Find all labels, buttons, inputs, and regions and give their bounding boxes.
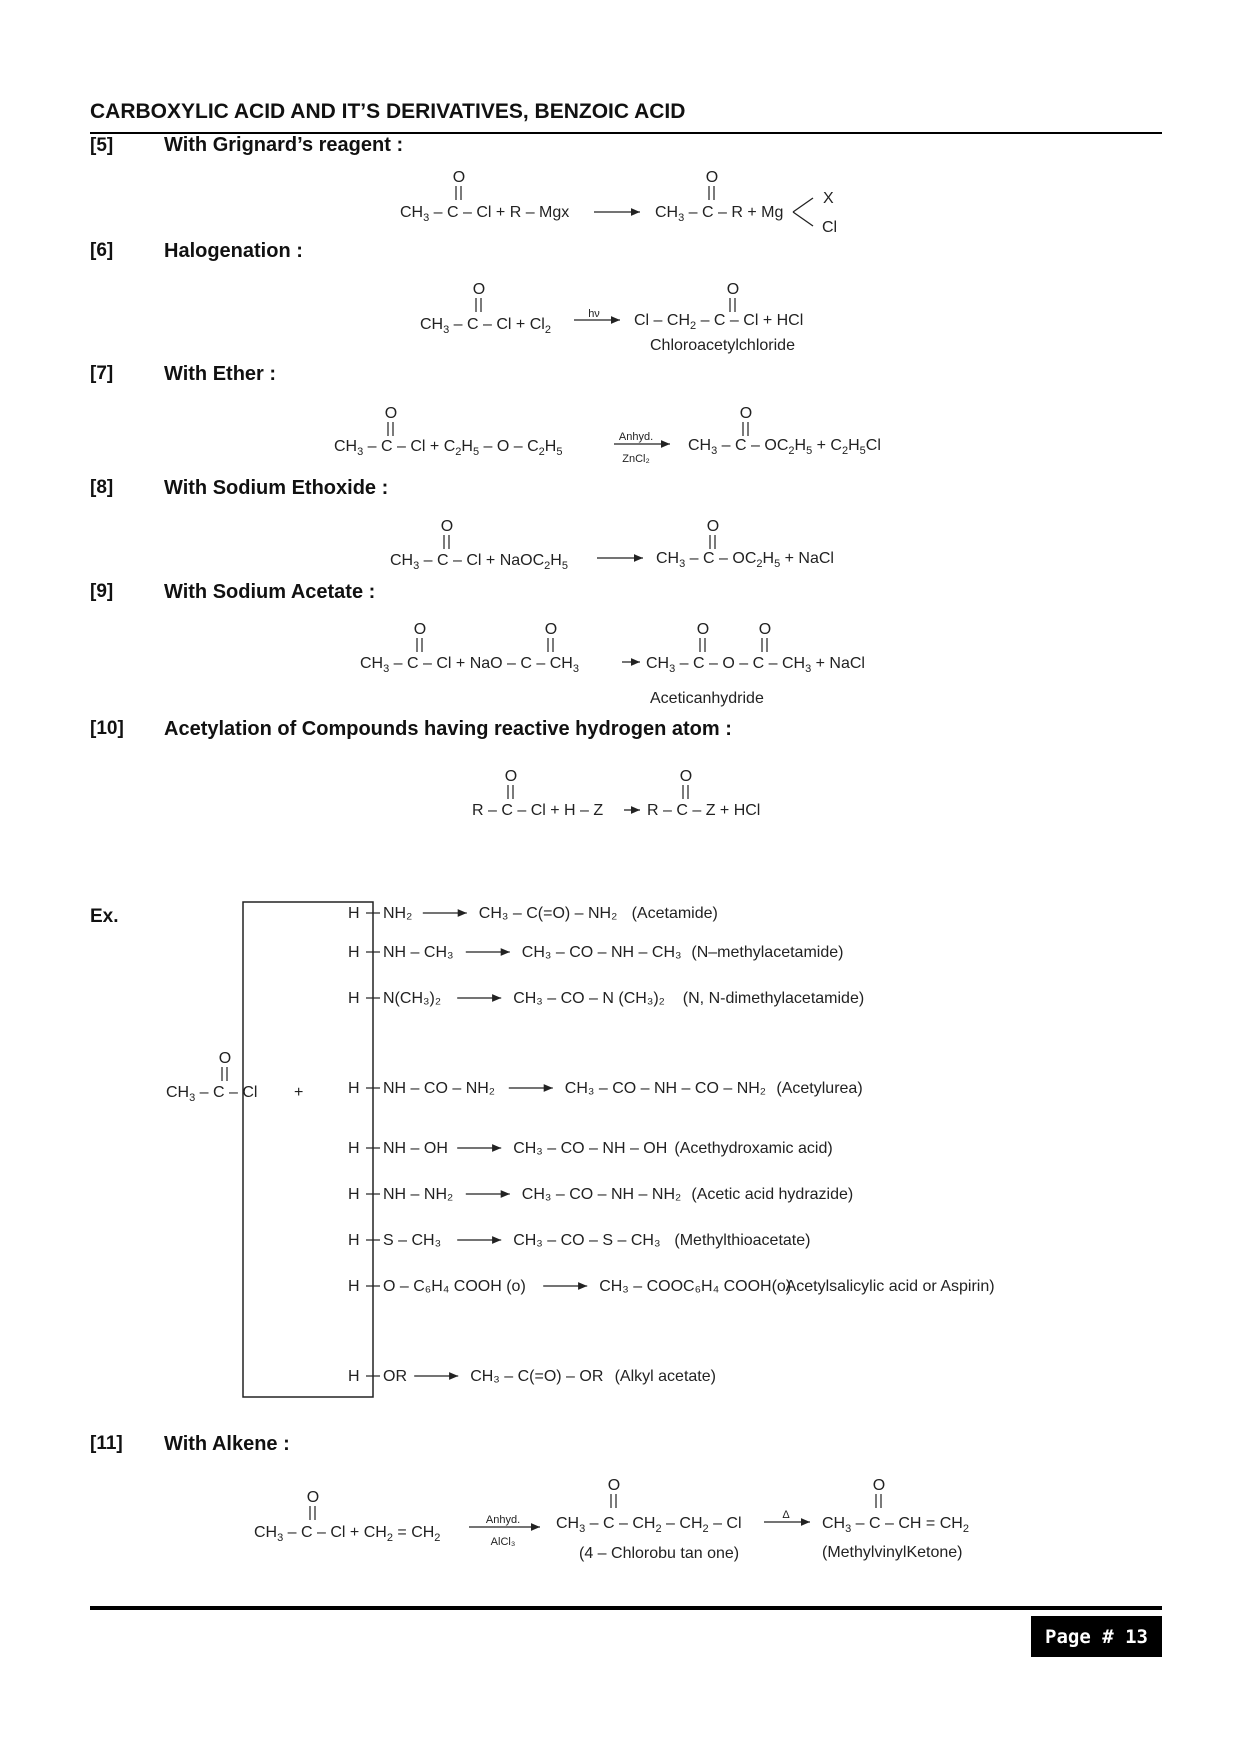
example-row (348, 1232, 810, 1249)
row-product: CH₃ – C(=O) – NH₂ (478, 905, 618, 922)
row-product-name: (Acethydroxamic acid) (674, 1140, 833, 1157)
svg-text:CH3 – C – Cl + CH2 = CH2: $CH_3 - C - Cl + CH_2 = CH_2$ (254, 1524, 441, 1544)
row-group: NH₂ (383, 905, 413, 922)
chloroacetylchloride-label: Chloroacetylchloride (650, 337, 795, 354)
section-8-title: With Sodium Ethoxide : (164, 477, 389, 499)
row-hydrogen: H (348, 944, 360, 961)
delta-label: Δ (782, 1509, 790, 1521)
row-hydrogen: H (348, 1140, 360, 1157)
svg-text:O: O (607, 1477, 621, 1494)
chlorobutanone-label: (4 – Chlorobu tan one) (579, 1545, 740, 1562)
eq-halogenation (420, 281, 803, 354)
example-row (348, 990, 864, 1007)
row-hydrogen: H (348, 905, 360, 922)
row-hydrogen: H (348, 1080, 360, 1097)
row-product-name: (Acetylurea) (776, 1080, 863, 1097)
row-hydrogen: H (348, 1232, 360, 1249)
row-product-name: (N, N-dimethylacetamide) (682, 990, 865, 1007)
row-group: OR (383, 1368, 407, 1385)
section-5-number: [5] (90, 135, 114, 156)
svg-text:O: O (306, 1489, 320, 1506)
row-product: CH₃ – CO – N (CH₃)₂ (513, 990, 665, 1007)
svg-text:O: O (413, 621, 427, 638)
example-plus: + (294, 1084, 304, 1101)
row-product: CH₃ – CO – NH – NH₂ (521, 1186, 682, 1203)
example-label: Ex. (90, 906, 119, 927)
svg-text:O: O (726, 281, 740, 298)
svg-text:CH3 – C – Cl + C2H5 – O – C2H5: $CH_3 - C - Cl + C_2H_5 - O - C_2H_5$ (334, 438, 563, 458)
row-product-name: (Acetamide) (631, 905, 718, 922)
example-row (348, 905, 718, 922)
row-product-name: Acetylsalicylic acid or Aspirin) (785, 1278, 995, 1295)
section-5-title: With Grignard’s reagent : (164, 134, 404, 156)
row-product: CH₃ – C(=O) – OR (470, 1368, 604, 1385)
row-product-name: (Alkyl acetate) (614, 1368, 716, 1385)
page-number-badge: Page # 13 (1031, 1616, 1162, 1657)
row-group: S – CH₃ (383, 1232, 442, 1249)
svg-text:CH3 – C – O – C – CH3 + NaCl: $CH_3$ – C – O – C – $CH_3$ + NaCl (646, 655, 865, 675)
svg-text:O: O (758, 621, 772, 638)
example-row (348, 1080, 863, 1097)
example-row (348, 1278, 995, 1295)
eq-sodium-ethoxide (390, 518, 834, 572)
eq-grignard (400, 169, 837, 236)
row-hydrogen: H (348, 1278, 360, 1295)
row-group: O – C₆H₄ COOH (o) (383, 1278, 526, 1295)
row-hydrogen: H (348, 990, 360, 1007)
section-6-number: [6] (90, 240, 114, 261)
row-product: CH₃ – CO – NH – CH₃ (521, 944, 682, 961)
row-product-name: (N–methylacetamide) (691, 944, 844, 961)
example-row (348, 1140, 833, 1157)
alcl3-label: AlCl₃ (490, 1536, 516, 1548)
svg-text:O: O (696, 621, 710, 638)
row-group: NH – OH (383, 1140, 448, 1157)
section-10-number: [10] (90, 718, 124, 739)
svg-text:CH3 – C – CH = CH2: $CH_3$ – C – CH = $CH_2$ (822, 1515, 969, 1535)
example-row (348, 944, 843, 961)
svg-text:CH3 – C – OC2H5 + NaCl: $CH_3$ – C – $OC_2H_5$ + NaCl (656, 550, 834, 570)
row-product: CH₃ – CO – NH – OH (513, 1140, 668, 1157)
example-rows (348, 905, 995, 1385)
footer-rule (90, 1606, 1162, 1610)
anhyd-label-2: Anhyd. (485, 1514, 521, 1526)
svg-text:Cl: Cl (822, 219, 838, 236)
svg-text:O: O (872, 1477, 886, 1494)
eq-acetylation-general (472, 768, 760, 819)
section-10-title: Acetylation of Compounds having reactive hydrogen atom : (164, 718, 732, 740)
svg-text:O: O (472, 281, 486, 298)
example-row (348, 1186, 853, 1203)
svg-text:O: O (544, 621, 558, 638)
svg-text:O: O (218, 1050, 232, 1067)
svg-text:CH3 – C – Cl + R – Mgx: $CH_3 - C - Cl + R$ – Mgx (400, 204, 570, 224)
svg-text:O: O (452, 169, 466, 186)
anhyd-label: Anhyd. (618, 431, 654, 443)
eq-alkene (254, 1477, 969, 1562)
row-group: NH – CH₃ (383, 944, 454, 961)
section-7-title: With Ether : (164, 363, 277, 385)
svg-text:CH3 – C – R + Mg: $CH_3 - C - R + Mg$ (655, 204, 784, 224)
svg-text:O: O (739, 405, 753, 422)
svg-text:CH3 – C – Cl + NaO – C – CH3: $CH_3$ – C – Cl + NaO – C – $CH_3$ (360, 655, 579, 675)
row-group: N(CH₃)₂ (383, 990, 442, 1007)
row-product: CH₃ – CO – NH – CO – NH₂ (564, 1080, 767, 1097)
section-9-title: With Sodium Acetate : (164, 581, 376, 603)
svg-text:O: O (679, 768, 693, 785)
section-7-number: [7] (90, 363, 114, 384)
aceticanhydride-label: Aceticanhydride (650, 690, 764, 707)
row-hydrogen: H (348, 1368, 360, 1385)
example-row (348, 1368, 716, 1385)
svg-text:CH3 – C – OC2H5 + C2H5Cl: $CH_3 - C - OC_2H_5 + C_2H_5Cl$ (688, 437, 881, 457)
section-8-number: [8] (90, 477, 114, 498)
svg-text:R – C – Z + HCl: R – C – Z + HCl (647, 802, 761, 819)
section-11-number: [11] (90, 1433, 123, 1454)
svg-text:O: O (705, 169, 719, 186)
methylvinylketone-label: (MethylvinylKetone) (822, 1544, 963, 1561)
row-product: CH₃ – CO – S – CH₃ (513, 1232, 661, 1249)
section-9-number: [9] (90, 581, 114, 602)
section-11-title: With Alkene : (164, 1433, 290, 1455)
row-product: CH₃ – COOC₆H₄ COOH(o) (599, 1278, 792, 1295)
svg-text:O: O (440, 518, 454, 535)
zncl2-label: ZnCl₂ (622, 453, 650, 465)
svg-text:O: O (384, 405, 398, 422)
eq-sodium-acetate (360, 621, 865, 707)
acetyl-chloride-reagent: $CH_3$ – C – Cl (166, 1084, 258, 1104)
hv-label: hν (588, 308, 600, 320)
svg-text:Cl – CH2 – C – Cl + HCl: Cl – $CH_2$ – C – Cl + HCl (634, 312, 804, 332)
row-group: NH – CO – NH₂ (383, 1080, 496, 1097)
svg-text:X: X (823, 190, 834, 207)
row-hydrogen: H (348, 1186, 360, 1203)
row-product-name: (Acetic acid hydrazide) (691, 1186, 854, 1203)
svg-text:CH3 – C – Cl + Cl2: $CH_3 - C - Cl + Cl_2$ (420, 316, 551, 336)
row-group: NH – NH₂ (383, 1186, 454, 1203)
row-product-name: (Methylthioacetate) (674, 1232, 811, 1249)
svg-text:CH3 – C – Cl + NaOC2H5: $CH_3$ – $C - Cl + NaOC_2H_5$ (390, 552, 568, 572)
svg-text:CH3 – C – CH2 – CH2 – Cl: $CH_3$ – C – $CH_2 - CH_2$ – Cl (556, 1515, 742, 1535)
svg-text:O: O (706, 518, 720, 535)
example-block (166, 902, 373, 1397)
svg-text:R – C – Cl + H – Z: R – C – Cl + H – Z (472, 802, 604, 819)
svg-text:O: O (504, 768, 518, 785)
section-6-title: Halogenation : (164, 240, 303, 262)
eq-ether (334, 405, 881, 465)
page-header-title: CARBOXYLIC ACID AND IT’S DERIVATIVES, BENZOIC ACID (90, 100, 686, 123)
